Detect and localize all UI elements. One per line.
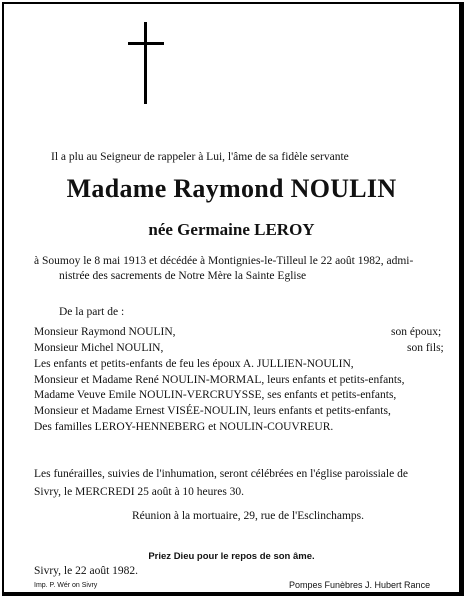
reunion-line: Réunion à la mortuaire, 29, rue de l'Esclinchamps.: [132, 510, 365, 522]
funeral-line-1: Les funérailles, suivies de l'inhumation, seront célébrées en l'église paroissiale de: [34, 468, 408, 480]
obituary-card: [2, 2, 464, 596]
bio-line-1: à Soumoy le 8 mai 1913 et décédée à Montignies-le-Tilleul le 22 août 1982, admi-: [34, 255, 414, 267]
family-row: Monsieur et Madame Ernest VISÉE-NOULIN, leurs enfants et petits-enfants,: [34, 405, 391, 417]
family-row: Monsieur Michel NOULIN,: [34, 342, 164, 354]
funeral-home: Pompes Funèbres J. Hubert Rance: [289, 580, 431, 590]
family-row: Monsieur et Madame René NOULIN-MORMAL, leurs enfants et petits-enfants,: [34, 374, 405, 386]
family-relation: son fils;: [407, 342, 444, 354]
family-row: Monsieur Raymond NOULIN,: [34, 326, 176, 338]
place-date: Sivry, le 22 août 1982.: [34, 565, 139, 577]
family-row: Madame Veuve Emile NOULIN-VERCRUYSSE, ses enfants et petits-enfants,: [34, 389, 397, 401]
cross-icon: [128, 22, 164, 104]
prayer-line: Priez Dieu pour le repos de son âme.: [148, 551, 315, 562]
family-row: Les enfants et petits-enfants de feu les époux A. JULLIEN-NOULIN,: [34, 358, 354, 370]
family-relation: son époux;: [391, 326, 442, 338]
maiden-name: née Germaine LEROY: [148, 220, 315, 239]
bio-line-2: nistrée des sacrements de Notre Mère la Sainte Eglise: [59, 270, 307, 282]
deceased-name: Madame Raymond NOULIN: [66, 174, 397, 203]
printer-credit: Imp. P. Wér on Sivry: [34, 582, 98, 589]
family-row: Des familles LEROY-HENNEBERG et NOULIN-COUVREUR.: [34, 421, 334, 433]
family-intro: De la part de :: [59, 306, 125, 318]
funeral-line-2: Sivry, le MERCREDI 25 août à 10 heures 30.: [34, 486, 245, 498]
intro-line: Il a plu au Seigneur de rappeler à Lui, l'âme de sa fidèle servante: [51, 151, 349, 163]
